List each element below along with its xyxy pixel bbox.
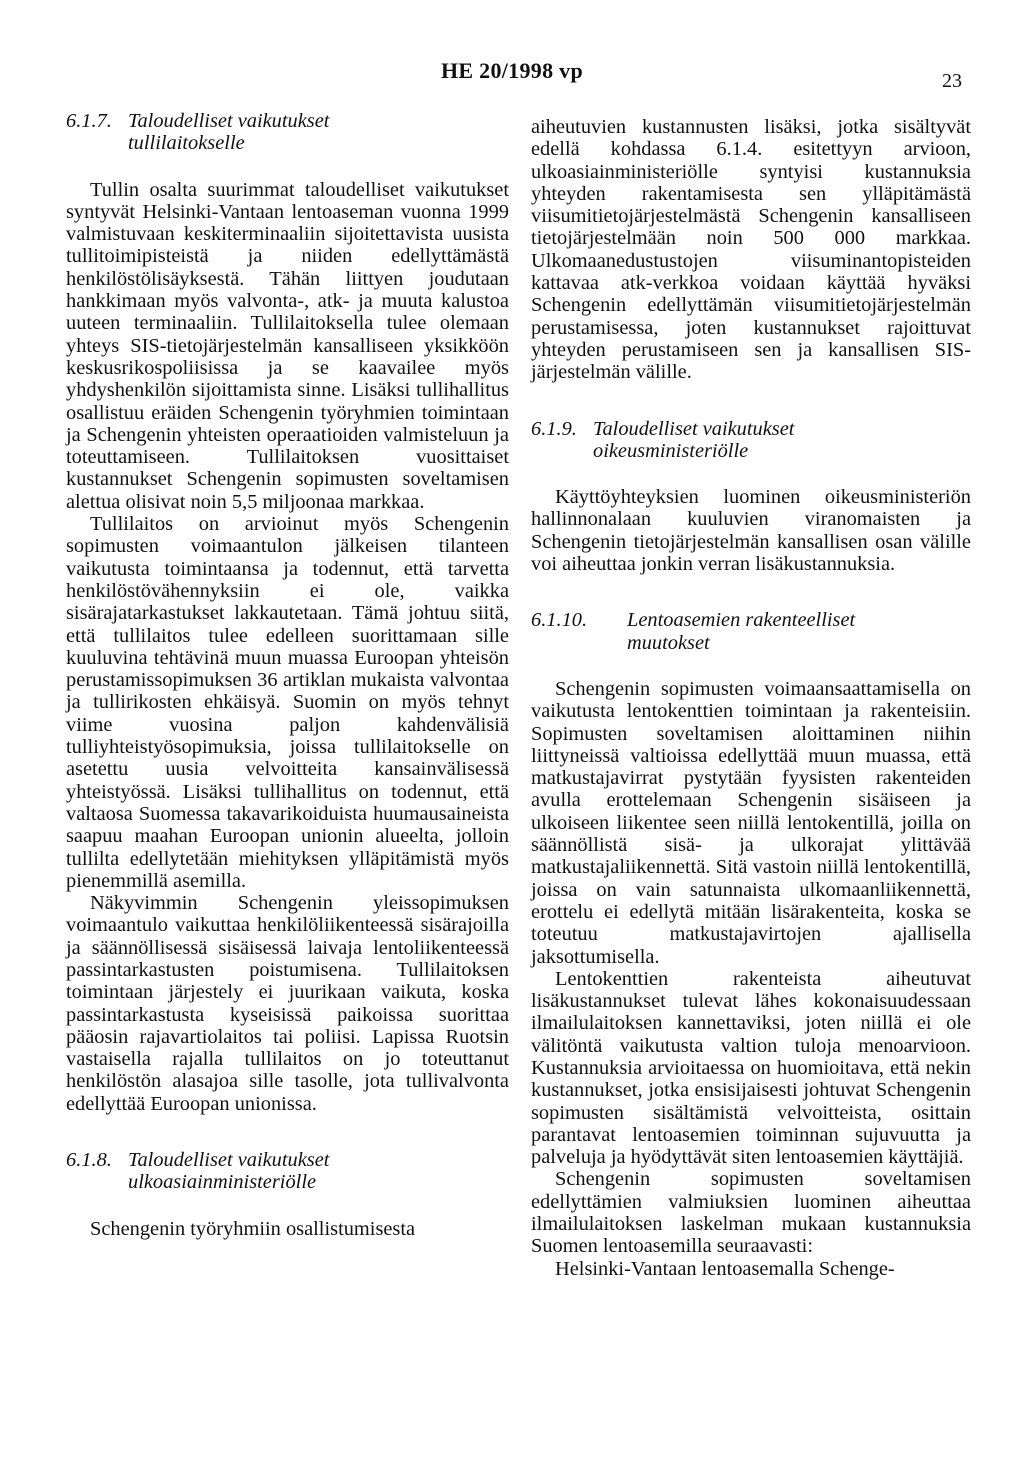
- section-number: 6.1.10.: [531, 609, 588, 632]
- right-column: [531, 116, 971, 1280]
- paragraph: Käyttöyhteyksien luominen oikeusministeriön hallinnonalaan kuuluvien viranomaisten ja Schengenin tietojärjestelmän kansallisen osan välille voi aiheuttaa jonkin verran lisäkustannuksia.: [531, 486, 971, 576]
- paragraph: Schengenin työryhmiin osallistumisesta: [90, 1217, 416, 1240]
- page-number: 23: [942, 70, 962, 92]
- document-reference-header: HE 20/1998 vp: [440, 58, 584, 83]
- paragraph: Schengenin sopimusten voimaansaattamisella on vaikutusta lentokenttien toimintaan ja rakenteisiin. Sopimusten soveltamisen aloittaminen niihin liittyneissä valtioissa edellyttää muun muassa, että matkustajavirrat pystytään fyysisten rakenteiden avulla erottelemaan Schengenin sisäiseen ja ulkoiseen liikentee seen niillä lentokentillä, joilla on säännöllistä sisä- ja ulkorajat ylittävää matkustajaliikennettä. Sitä vastoin niillä lentokentillä, joissa on vain satunnaista ulkomaanliikennettä, erottelu ei edellytä mitään lisärakenteita, koska se toteutuu matkustajavirtojen ajallisella jaksottumisella.: [531, 677, 971, 968]
- section-heading-6-1-9: [531, 418, 971, 463]
- section-title: Lentoasemien rakenteelliset muutokset: [627, 609, 856, 654]
- paragraph: Helsinki-Vantaan lentoasemalla Schenge-: [555, 1257, 895, 1280]
- section-number: 6.1.9.: [531, 417, 577, 440]
- left-column: [66, 110, 509, 1240]
- section-title: Taloudelliset vaikutukset ulkoasiainministeriölle: [128, 1149, 330, 1194]
- section-number: 6.1.8.: [66, 1149, 112, 1172]
- section-number: 6.1.7.: [66, 110, 112, 132]
- section-heading-6-1-8: [66, 1149, 509, 1194]
- paragraph: aiheutuvien kustannusten lisäksi, jotka sisältyvät edellä kohdassa 6.1.4. esitettyyn arvioon, ulkoasiainministeriölle syntyisi kustannuksia yhteyden rakentamisesta sen ylläpitämästä viisumitietojärjestelmästä Schengenin kansalliseen tietojärjestelmään noin 500 000 markkaa. Ulkomaanedustustojen viisuminantopisteiden kattavaa atk-verkkoa voidaan käyttää hyväksi Schengenin edellyttämän viisumitietojärjestelmän perustamisessa, joten kustannukset rajoittuvat yhteyden perustamiseen sen ja kansallisen SIS-järjestelmän välille.: [531, 116, 971, 384]
- section-heading-6-1-7: [66, 110, 509, 155]
- paragraph: Näkyvimmin Schengenin yleissopimuksen voimaantulo vaikuttaa henkilöliikenteessä sisärajoilla ja säännöllisessä sisäisessä laivaja lentoliikenteessä passintarkastusten poistumisena. Tullilaitoksen toimintaan järjestely ei juurikaan vaikuta, koska passintarkastusta kyseisissä paikoissa suorittaa pääosin rajavartiolaitos tai poliisi. Lapissa Ruotsin vastaisella rajalla tullilaitos on jo toteuttanut henkilöstön alasajoa sille tasolle, jota tullivalvonta edellyttää Euroopan unionissa.: [66, 892, 509, 1115]
- section-title: Taloudelliset vaikutukset tullilaitokselle: [128, 110, 330, 155]
- paragraph: Tullin osalta suurimmat taloudelliset vaikutukset syntyvät Helsinki-Vantaan lentoaseman vuonna 1999 valmistuvaan keskiterminaaliin sijoitettavista uusista tullitoimipisteistä ja niiden edellyttämästä henkilöstölisäyksestä. Tähän liittyen joudutaan hankkimaan myös valvonta-, atk- ja muuta kalustoa uuteen terminaaliin. Tullilaitoksella tulee olemaan yhteys SIS-tietojärjestelmän kansalliseen yksikköön keskusrikospoliisissa ja se kaavailee myös yhdyshenkilön sijoittamista sinne. Lisäksi tullihallitus osallistuu eräiden Schengenin työryhmien toimintaan ja Schengenin yhteisten operaatioiden valmisteluun ja toteuttamiseen. Tullilaitoksen vuosittaiset kustannukset Schengenin sopimusten soveltamisen alettua olisivat noin 5,5 miljoonaa markkaa.: [66, 178, 509, 513]
- section-heading-6-1-10: [531, 609, 971, 654]
- paragraph: Lentokenttien rakenteista aiheutuvat lisäkustannukset tulevat lähes kokonaisuudessaan ilmailulaitoksen kannettaviksi, joten niillä ei ole välitöntä vaikutusta valtion tuloja menoarvioon. Kustannuksia arvioitaessa on huomioitava, että nekin kustannukset, jotka ensisijaisesti johtuvat Schengenin sopimusten sisältämistä velvoitteista, osittain parantavat lentoasemien toiminnan sujuvuutta ja palveluja ja hyödyttävät siten lentoasemien käyttäjiä.: [531, 967, 971, 1169]
- paragraph: Schengenin sopimusten soveltamisen edellyttämien valmiuksien luominen aiheuttaa ilmailulaitoksen laskelman mukaan kustannuksia Suomen lentoasemilla seuraavasti:: [531, 1168, 971, 1258]
- paragraph: Tullilaitos on arvioinut myös Schengenin sopimusten voimaantulon jälkeisen tilanteen vaikutusta toimintaansa ja todennut, että tarvetta henkilöstövähennyksiin ei ole, vaikka sisärajatarkastukset lakkautetaan. Tämä johtuu siitä, että tullilaitos tulee edelleen suorittamaan sille kuuluvina tehtävinä muun muassa Euroopan yhteisön perustamissopimuksen 36 artiklan mukaista valvontaa ja tullirikosten ehkäisyä. Suomin on myös tehnyt viime vuosina paljon kahdenvälisiä tulliyhteistyösopimuksia, joissa tullilaitokselle on asetettu uusia velvoitteita kansainvälisessä yhteistyössä. Lisäksi tullihallitus on todennut, että valtaosa Suomessa takavarikoiduista huumausaineista saapuu maahan Euroopan unionin alueelta, jolloin tullilta edellytetään miehityksen ylläpitämistä myös pienemmillä asemilla.: [66, 513, 509, 892]
- section-title: Taloudelliset vaikutukset oikeusministeriölle: [593, 417, 795, 462]
